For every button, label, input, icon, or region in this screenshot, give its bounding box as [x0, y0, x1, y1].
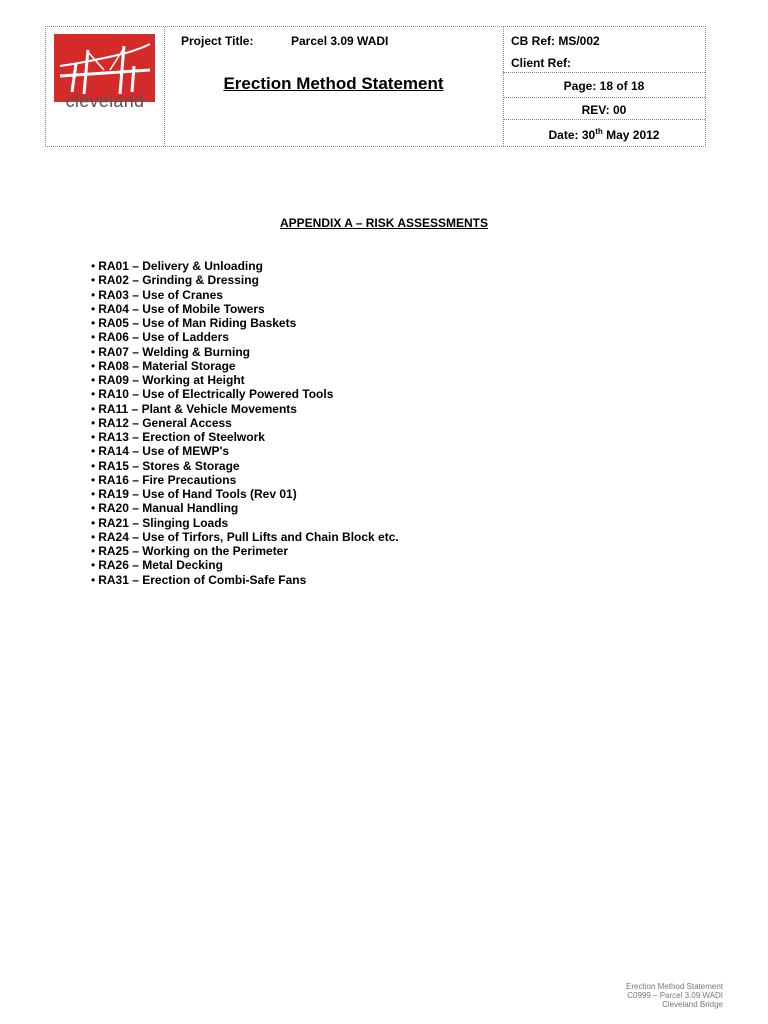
logo-cell: [46, 27, 165, 146]
bullet-icon: •: [91, 259, 96, 273]
list-item-text: RA10 – Use of Electrically Powered Tools: [98, 387, 334, 402]
reference-cell: [503, 27, 705, 146]
title-cell: [164, 27, 504, 146]
list-item: [91, 387, 399, 401]
document-title: Erection Method Statement: [223, 74, 444, 93]
date: [503, 119, 705, 146]
logo-wordmark: cleveland: [65, 91, 145, 111]
bullet-icon: •: [91, 344, 96, 359]
client-ref: Client Ref:: [511, 56, 571, 70]
list-item-text: RA16 – Fire Precautions: [98, 472, 237, 487]
date-ordinal: th: [595, 127, 603, 136]
document-header: [45, 26, 706, 147]
list-item: [91, 402, 399, 416]
list-item-text: RA14 – Use of MEWP's: [98, 444, 230, 459]
list-item: [91, 416, 399, 430]
list-item: [91, 302, 399, 316]
bullet-icon: •: [91, 273, 96, 288]
list-item: [91, 288, 399, 302]
page-footer: [626, 982, 723, 1009]
bullet-icon: •: [91, 501, 96, 516]
list-item: [91, 487, 399, 501]
appendix-heading: APPENDIX A – RISK ASSESSMENTS: [279, 216, 489, 230]
bullet-icon: •: [91, 401, 96, 416]
date-prefix: Date: 30: [548, 128, 596, 142]
list-item-text: RA31 – Erection of Combi-Safe Fans: [98, 572, 307, 587]
bullet-icon: •: [91, 373, 96, 387]
list-item-text: RA25 – Working on the Perimeter: [98, 544, 289, 558]
list-item-text: RA26 – Metal Decking: [98, 558, 223, 573]
bullet-icon: •: [91, 572, 96, 587]
list-item-text: RA13 – Erection of Steelwork: [98, 430, 265, 444]
revision: REV: 00: [581, 103, 627, 117]
list-item-text: RA24 – Use of Tirfors, Pull Lifts and Chain Block etc.: [98, 529, 399, 544]
cb-ref: CB Ref: MS/002: [511, 34, 600, 48]
list-item: [91, 316, 399, 330]
list-item-text: RA04 – Use of Mobile Towers: [98, 301, 265, 316]
list-item-text: RA21 – Slinging Loads: [98, 515, 229, 530]
bullet-icon: •: [91, 529, 96, 544]
list-item-text: RA11 – Plant & Vehicle Movements: [98, 401, 297, 416]
bullet-icon: •: [91, 558, 96, 573]
list-item-text: RA20 – Manual Handling: [98, 501, 239, 516]
bullet-icon: •: [91, 316, 96, 330]
bullet-icon: •: [91, 415, 96, 430]
bullet-icon: •: [91, 301, 96, 316]
list-item: [91, 259, 399, 273]
bullet-icon: •: [91, 472, 96, 487]
list-item-text: RA02 – Grinding & Dressing: [98, 273, 259, 288]
list-item: [91, 273, 399, 287]
bullet-icon: •: [91, 287, 96, 302]
list-item-text: RA19 – Use of Hand Tools (Rev 01): [98, 487, 297, 501]
list-item-text: RA15 – Stores & Storage: [98, 458, 240, 473]
bullet-icon: •: [91, 358, 96, 373]
list-item: [91, 330, 399, 344]
bullet-icon: •: [91, 430, 96, 444]
list-item-text: RA12 – General Access: [98, 415, 232, 430]
bullet-icon: •: [91, 544, 96, 558]
footer-line: Cleveland Bridge: [662, 1000, 723, 1009]
list-item: [91, 544, 399, 558]
list-item-text: RA06 – Use of Ladders: [98, 330, 229, 345]
list-item: [91, 359, 399, 373]
list-item: [91, 573, 399, 587]
bullet-icon: •: [91, 487, 96, 501]
list-item: [91, 459, 399, 473]
bullet-icon: •: [91, 330, 96, 345]
list-item: [91, 473, 399, 487]
list-item: [91, 430, 399, 444]
list-item: [91, 444, 399, 458]
list-item-text: RA05 – Use of Man Riding Baskets: [98, 316, 297, 330]
project-title-value: Parcel 3.09 WADI: [291, 34, 389, 48]
bullet-icon: •: [91, 444, 96, 459]
page-number: Page: 18 of 18: [503, 72, 705, 98]
list-item-text: RA01 – Delivery & Unloading: [98, 259, 263, 273]
list-item: [91, 345, 399, 359]
bullet-icon: •: [91, 458, 96, 473]
list-item: [91, 373, 399, 387]
footer-line: C0999 – Parcel 3.09 WADI: [627, 991, 723, 1000]
risk-assessment-list: [91, 259, 399, 587]
list-item: [91, 516, 399, 530]
list-item: [91, 501, 399, 515]
project-title-label: Project Title:: [181, 34, 254, 48]
list-item: [91, 530, 399, 544]
list-item-text: RA09 – Working at Height: [98, 373, 245, 387]
list-item-text: RA08 – Material Storage: [98, 358, 236, 373]
date-suffix: May 2012: [602, 128, 660, 142]
bullet-icon: •: [91, 387, 96, 402]
footer-line: Erection Method Statement: [626, 982, 723, 991]
bullet-icon: •: [91, 515, 96, 530]
list-item-text: RA07 – Welding & Burning: [98, 344, 250, 359]
list-item: [91, 558, 399, 572]
list-item-text: RA03 – Use of Cranes: [98, 287, 223, 302]
